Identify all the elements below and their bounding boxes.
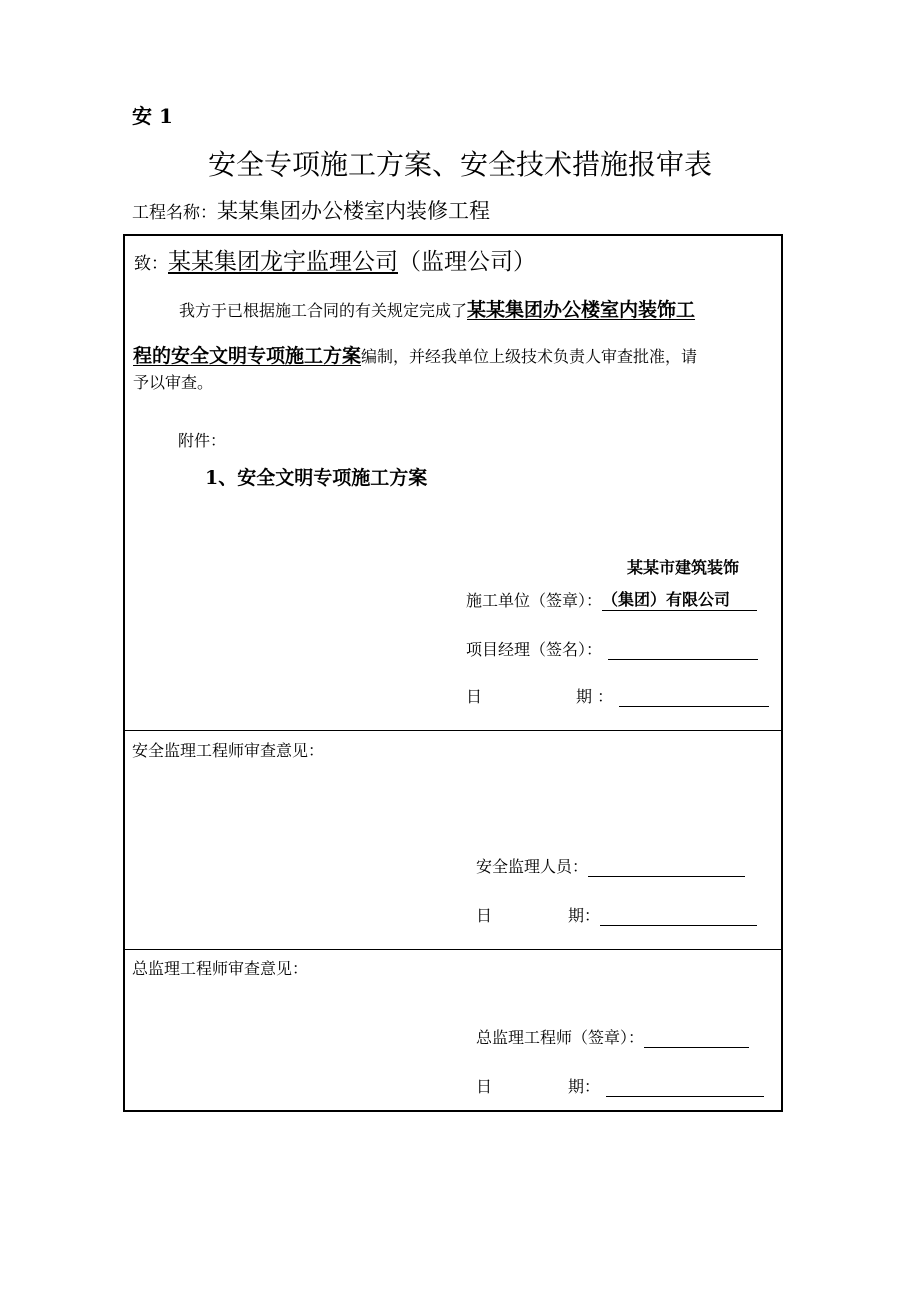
safety-date-line	[476, 903, 757, 926]
chief-supervisor-label: 总监理工程师（签章）：	[476, 1028, 645, 1047]
project-name-line	[132, 195, 490, 225]
chief-date-line	[476, 1074, 764, 1097]
submission-statement	[133, 294, 773, 396]
addressee-prefix: 致：	[134, 254, 168, 274]
statement-intro: 我方于已根据施工合同的有关规定完成了	[179, 301, 468, 320]
contractor-unit-line	[466, 587, 757, 611]
contractor-date-field[interactable]	[619, 688, 769, 707]
statement-highlight-2: 程的安全文明专项施工方案	[133, 345, 362, 367]
project-manager-line	[466, 637, 758, 660]
addressee-suffix: （监理公司）	[398, 249, 536, 275]
attachment-item: 1、安全文明专项施工方案	[205, 467, 428, 489]
statement-rest-1: 编制，并经我单位上级技术负责人审查批准，请	[361, 347, 698, 366]
contractor-company-line2: （集团）有限公司	[602, 587, 757, 611]
safety-supervisor-line	[476, 854, 745, 877]
contractor-company-line1: 某某市建筑装饰	[627, 558, 740, 577]
project-name-label: 工程名称：	[132, 203, 217, 223]
safety-supervisor-signature-field[interactable]	[588, 858, 745, 877]
chief-review-heading: 总监理工程师审查意见：	[132, 959, 309, 978]
project-name-value: 某某集团办公楼室内装修工程	[217, 199, 490, 223]
contractor-date-label-b: 期 ：	[576, 687, 614, 706]
chief-supervisor-line	[476, 1025, 749, 1048]
section-divider-1	[123, 730, 783, 731]
safety-supervisor-label: 安全监理人员：	[476, 857, 589, 876]
page-title: 安全专项施工方案、安全技术措施报审表	[207, 148, 712, 181]
statement-rest-2: 予以审查。	[133, 373, 214, 392]
safety-date-field[interactable]	[600, 907, 757, 926]
chief-date-field[interactable]	[606, 1078, 764, 1097]
attachments-label: 附件：	[178, 431, 227, 450]
safety-date-label-b: 期：	[568, 906, 601, 925]
safety-review-heading: 安全监理工程师审查意见：	[132, 741, 325, 760]
contractor-date-label-a: 日	[466, 687, 483, 706]
project-manager-signature-field[interactable]	[608, 641, 758, 660]
chief-date-label-b: 期：	[568, 1077, 601, 1096]
safety-date-label-a: 日	[476, 906, 493, 925]
addressee-name: 某某集团龙宇监理公司	[168, 249, 398, 275]
chief-date-label-a: 日	[476, 1077, 493, 1096]
form-number: 安 1	[132, 104, 173, 128]
statement-highlight-1: 某某集团办公楼室内装饰工	[467, 299, 696, 321]
section-divider-2	[123, 949, 783, 950]
project-manager-label: 项目经理（签名）：	[466, 640, 603, 659]
chief-supervisor-signature-field[interactable]	[644, 1029, 749, 1048]
contractor-unit-label: 施工单位（签章）：	[466, 591, 603, 610]
contractor-date-line	[466, 684, 769, 707]
addressee-line	[134, 243, 536, 276]
